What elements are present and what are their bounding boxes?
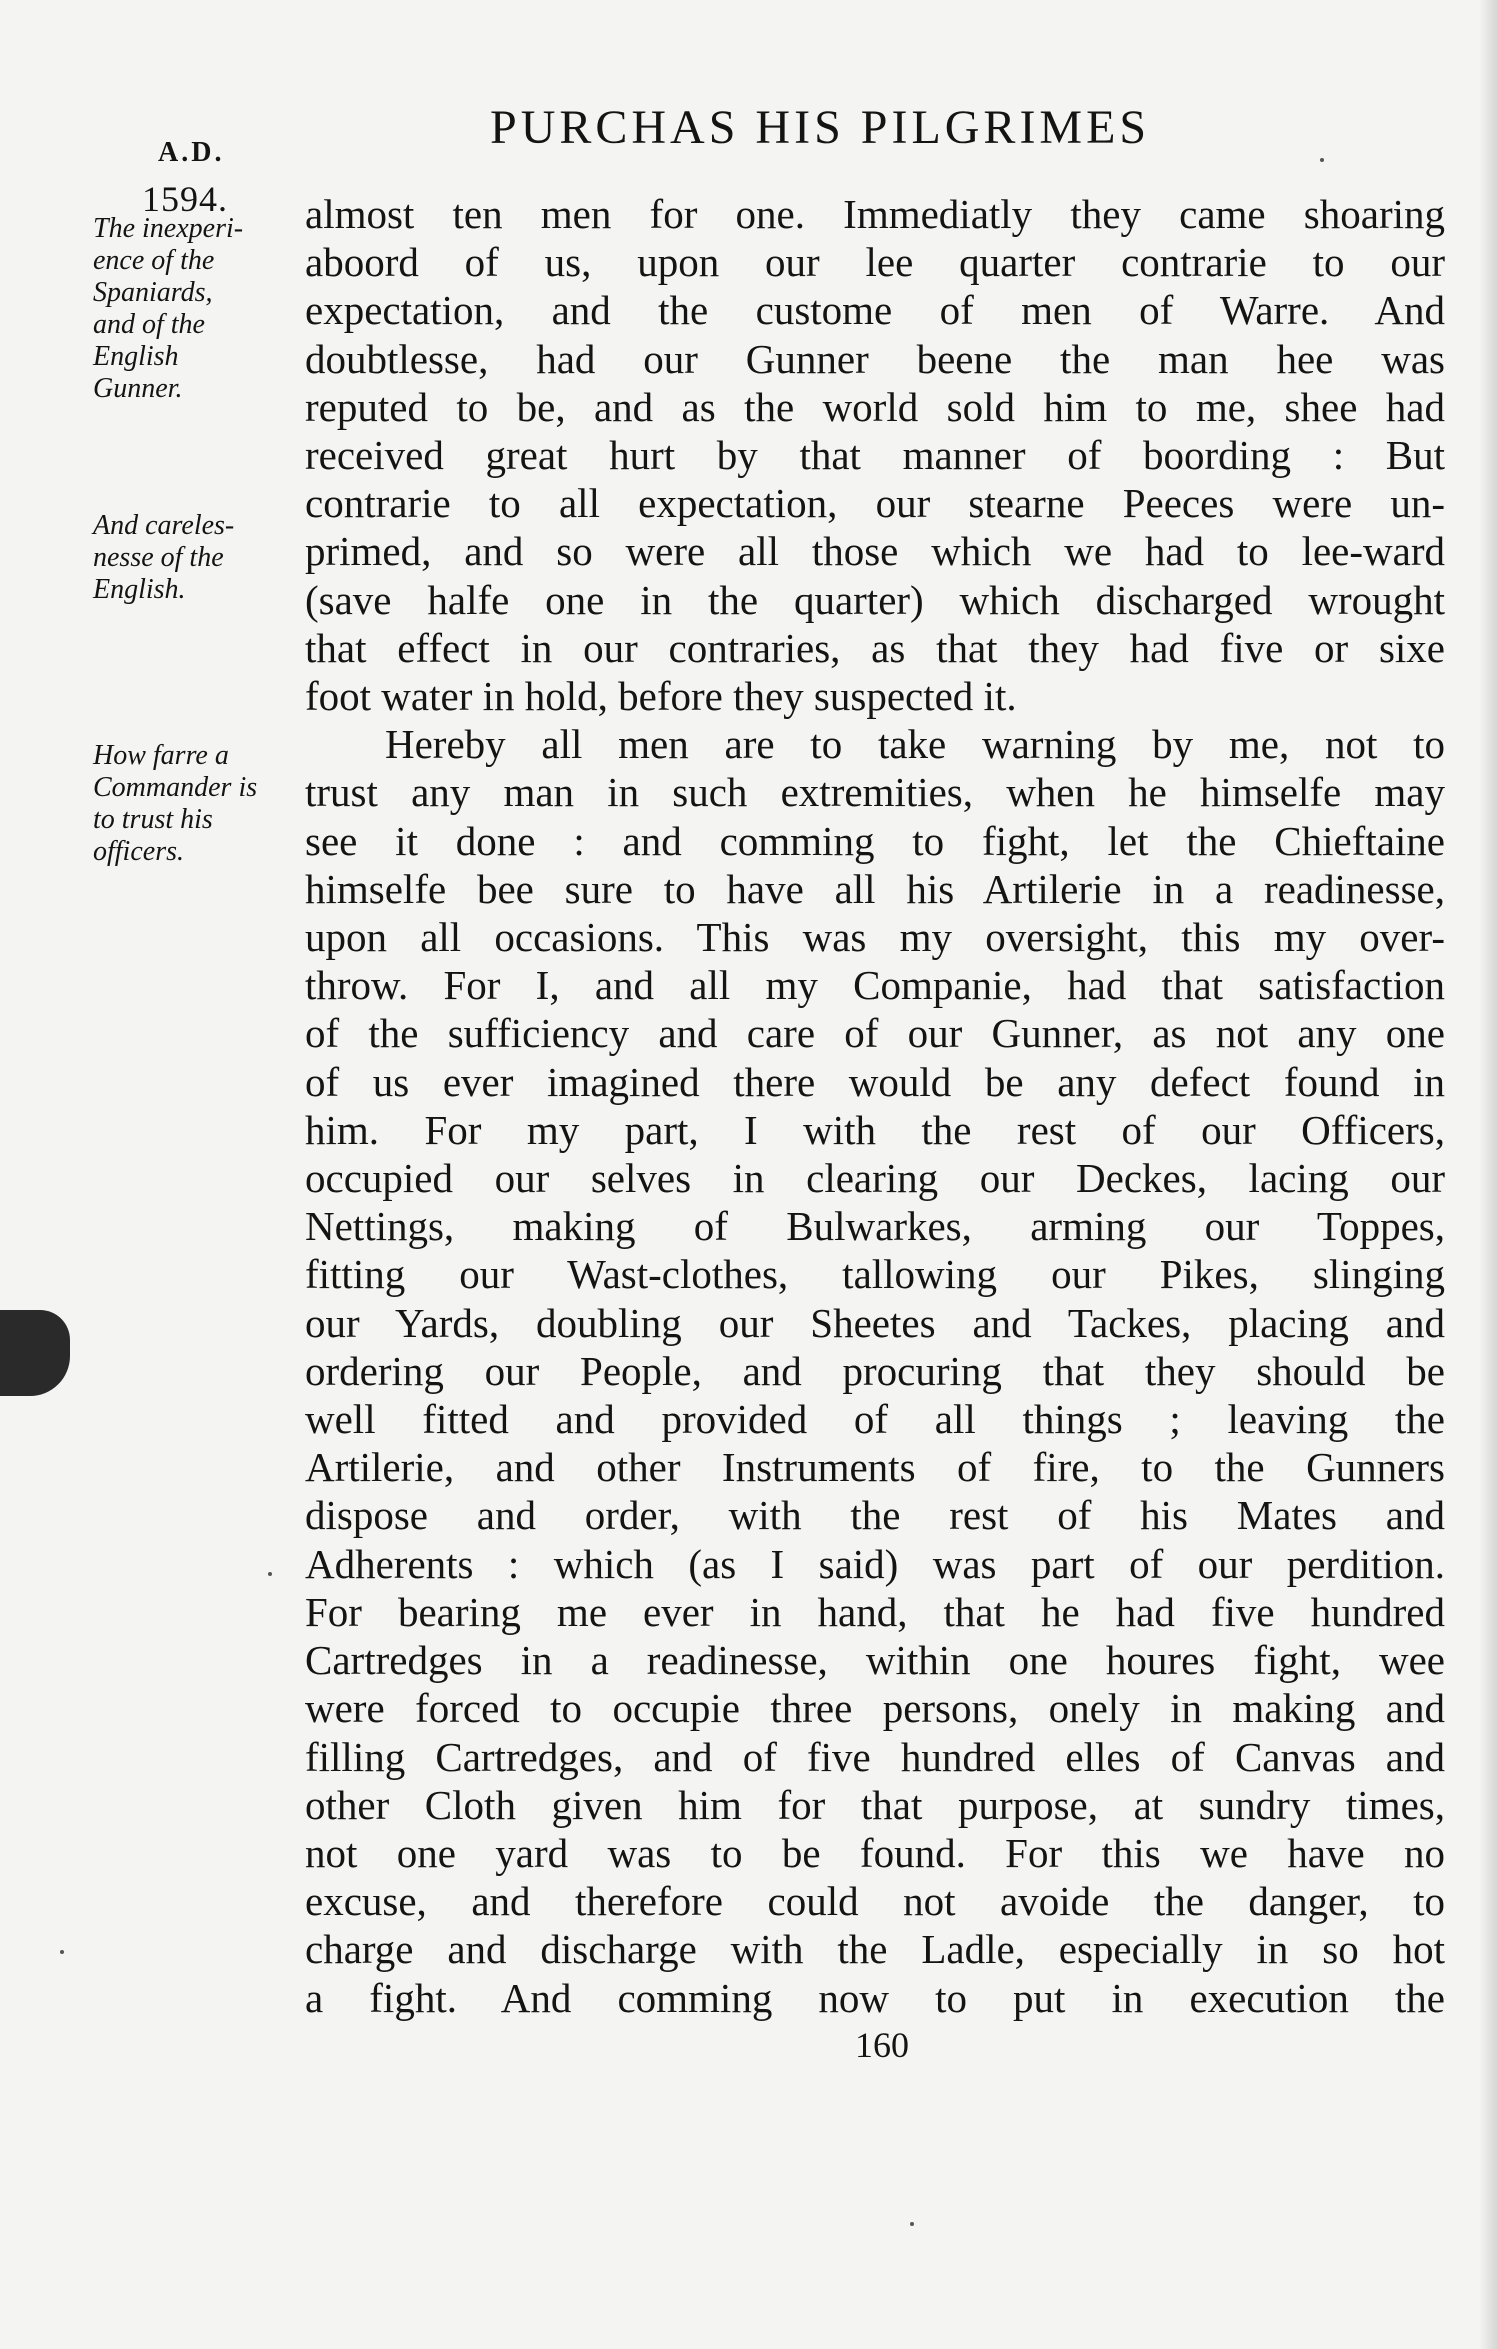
text-line: filling Cartredges, and of five hundred elles of Canvas and [305, 1733, 1445, 1780]
text-line: other Cloth given him for that purpose, at sundry times, [305, 1781, 1445, 1828]
sidenote-inexperience [93, 213, 298, 405]
sidenote-line: nesse of the [93, 542, 224, 573]
text-line: upon all occasions. This was my oversight, this my over- [305, 914, 1445, 961]
text-line: were forced to occupie three persons, onely in making and [305, 1685, 1445, 1732]
running-head-title: PURCHAS HIS PILGRIMES [490, 101, 1151, 154]
page-number: 160 [855, 2025, 909, 2065]
sidenote-line: and of the [93, 309, 205, 340]
sidenote-line: officers. [93, 836, 184, 867]
sidenote-line: to trust his [93, 804, 213, 835]
sidenote-line: English [93, 341, 179, 372]
text-line: doubtlesse, had our Gunner beene the man hee was [305, 335, 1445, 382]
text-line: Adherents : which (as I said) was part of our perdition. [305, 1540, 1445, 1587]
text-line: reputed to be, and as the world sold him to me, shee had [305, 383, 1445, 430]
text-line: charge and discharge with the Ladle, especially in so hot [305, 1926, 1445, 1973]
text-line: excuse, and therefore could not avoide the danger, to [305, 1878, 1445, 1925]
page-speck [1320, 158, 1324, 162]
text-line-paragraph-start: Hereby all men are to take warning by me, not to [385, 721, 1445, 768]
text-line: that effect in our contraries, as that they had five or sixe [305, 624, 1445, 671]
page-edge-shadow [1479, 0, 1497, 2349]
sidenote-line: How farre a [93, 740, 229, 771]
text-line: of us ever imagined there would be any defect found in [305, 1058, 1445, 1105]
margin-year: 1594. [142, 179, 228, 219]
text-line: ordering our People, and procuring that they should be [305, 1347, 1445, 1394]
text-line: throw. For I, and all my Companie, had that satisfaction [305, 962, 1445, 1009]
text-line: Nettings, making of Bulwarkes, arming our Toppes, [305, 1203, 1445, 1250]
sidenote-line: English. [93, 574, 186, 605]
text-line: almost ten men for one. Immediatly they came shoaring [305, 191, 1445, 237]
text-line: himselfe bee sure to have all his Artilerie in a readinesse, [305, 865, 1445, 912]
text-line: expectation, and the custome of men of Warre. And [305, 287, 1445, 334]
sidenote-line: Spaniards, [93, 277, 213, 308]
page-speck [910, 2222, 914, 2226]
text-line: primed, and so were all those which we had to lee-ward [305, 528, 1445, 575]
text-line: For bearing me ever in hand, that he had five hundred [305, 1588, 1445, 1635]
header-ad-label: A.D. [158, 137, 225, 168]
text-line: (save halfe one in the quarter) which discharged wrought [305, 576, 1445, 623]
sidenote-line: And careles- [93, 510, 235, 541]
main-text-block [305, 190, 1445, 2022]
text-line: of the sufficiency and care of our Gunner, as not any one [305, 1010, 1445, 1057]
binding-shadow [0, 1310, 70, 1396]
text-line: not one yard was to be found. For this we have no [305, 1829, 1445, 1876]
text-line: aboord of us, upon our lee quarter contrarie to our [305, 239, 1445, 286]
text-line: him. For my part, I with the rest of our Officers, [305, 1106, 1445, 1153]
text-line: our Yards, doubling our Sheetes and Tackes, placing and [305, 1299, 1445, 1346]
sidenote-line: Commander is [93, 772, 258, 803]
text-line: fitting our Wast-clothes, tallowing our Pikes, slinging [305, 1251, 1445, 1298]
text-line: a fight. And comming now to put in execution the [305, 1974, 1445, 2021]
text-line: dispose and order, with the rest of his Mates and [305, 1492, 1445, 1539]
page-speck [268, 1572, 272, 1576]
text-line: well fitted and provided of all things ; leaving the [305, 1396, 1445, 1443]
sidenote-carelessness [93, 510, 298, 606]
text-line: Artilerie, and other Instruments of fire, to the Gunners [305, 1444, 1445, 1491]
text-line: received great hurt by that manner of boording : But [305, 432, 1445, 479]
sidenote-line: ence of the [93, 245, 215, 276]
text-line: foot water in hold, before they suspected it. [305, 673, 1017, 720]
text-line: occupied our selves in clearing our Deckes, lacing our [305, 1155, 1445, 1202]
sidenote-line: Gunner. [93, 373, 183, 404]
text-line: trust any man in such extremities, when he himselfe may [305, 769, 1445, 816]
text-line: see it done : and comming to fight, let the Chieftaine [305, 817, 1445, 864]
page-speck [60, 1950, 64, 1954]
text-line: contrarie to all expectation, our stearne Peeces were un- [305, 480, 1445, 527]
text-line: Cartredges in a readinesse, within one houres fight, wee [305, 1637, 1445, 1684]
sidenote-line: The inexperi- [93, 213, 244, 244]
sidenote-trust-officers [93, 740, 298, 868]
